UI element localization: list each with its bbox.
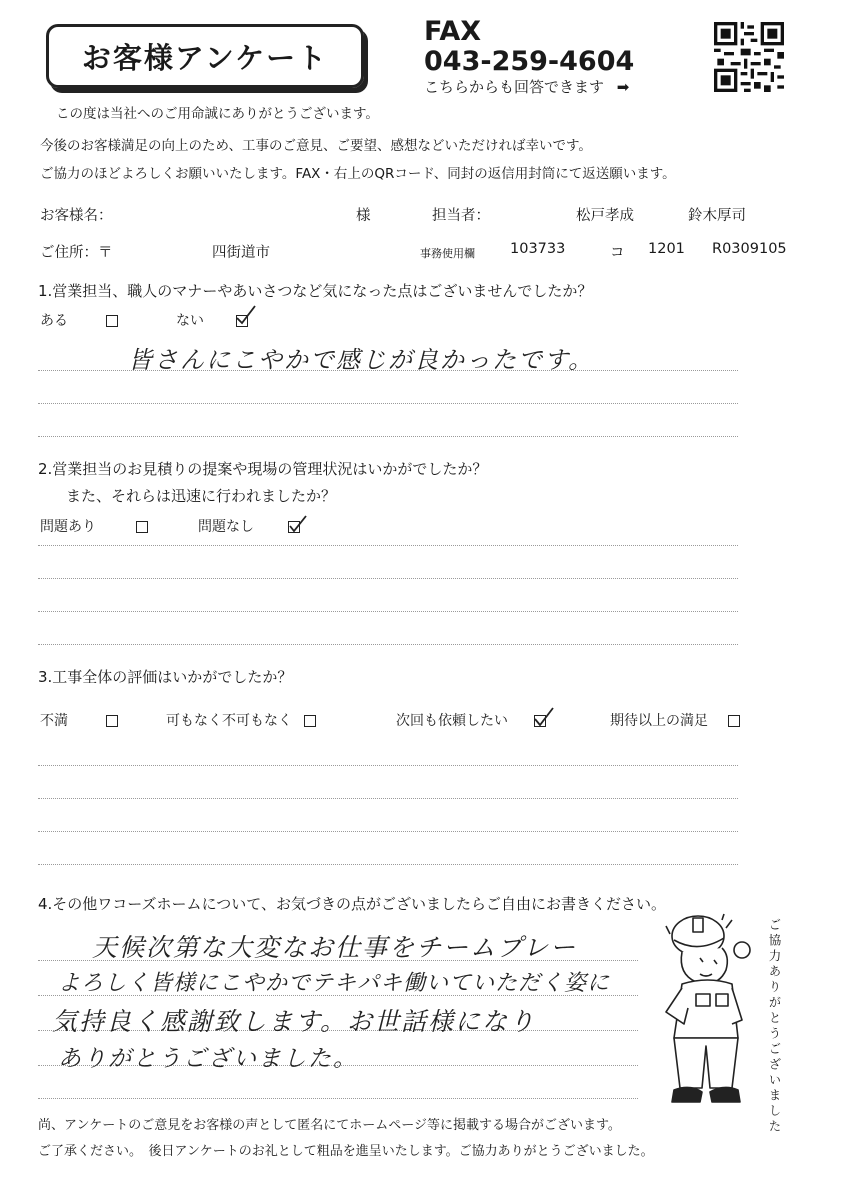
q4-answer-line-3: 気持良く感謝致します。お世話様になり [52, 1007, 537, 1036]
q3-option-4-checkbox[interactable] [728, 715, 740, 727]
q4-answer-line-1: 天候次第な大変なお仕事をチームプレー [92, 933, 578, 962]
q3-answer-line [38, 864, 738, 865]
q2-option-no-problem[interactable] [198, 516, 300, 536]
q1-answer: 皆さんにこやかで感じが良かったです。 [128, 346, 595, 374]
q1-yes-checkbox[interactable] [106, 315, 118, 327]
customer-name-label: お客様名： [40, 208, 113, 224]
address-value: 四街道市 [212, 245, 270, 261]
q3-answer-line [38, 765, 738, 766]
staff-name-1: 松戸孝成 [576, 208, 634, 224]
q1-answer-line [38, 436, 738, 437]
q4-answer-line [38, 1098, 638, 1099]
office-code-4: R0309105 [712, 241, 787, 257]
q3-answer-line [38, 798, 738, 799]
q4-answer-line-4: ありがとうございました。 [58, 1046, 358, 1072]
checkmark-icon [235, 304, 257, 326]
office-use-label: 事務使用欄 [420, 247, 475, 260]
q2-answer-line [38, 644, 738, 645]
q1-option-yes-label: ある [40, 313, 68, 329]
staff-name-2: 鈴木厚司 [688, 208, 746, 224]
q3-option-3-checkbox[interactable] [534, 715, 546, 727]
q2-option-no-problem-label: 問題なし [198, 519, 254, 535]
intro-line-2: 今後のお客様満足の向上のため、工事のご意見、ご要望、感想などいただければ幸いです。 [40, 138, 592, 154]
q1-answer-line [38, 403, 738, 404]
q2-problem-checkbox[interactable] [136, 521, 148, 533]
fax-label: FAX [424, 16, 482, 47]
q3-option-4-label: 期待以上の満足 [610, 713, 708, 729]
q1-no-checkbox[interactable] [236, 315, 248, 327]
q3-option-3-label: 次回も依頼したい [396, 713, 508, 729]
footer-line-1: 尚、アンケートのご意見をお客様の声として匿名にてホームページ等に掲載する場合がございます。 [38, 1118, 621, 1133]
arrow-right-icon: ➡ [616, 78, 630, 96]
q2-question-2: また、それらは迅速に行われましたか？ [66, 487, 337, 505]
q2-option-problem[interactable] [40, 516, 148, 536]
side-thanks-note: ご協力ありがとうございました [767, 918, 782, 1135]
sama-label: 様 [356, 208, 371, 224]
office-code-3: 1201 [648, 241, 685, 257]
q1-option-no[interactable] [176, 310, 248, 330]
q3-option-1-label: 不満 [40, 713, 68, 729]
q1-option-no-label: ない [176, 313, 204, 329]
fax-note [424, 76, 629, 97]
q2-answer-line [38, 578, 738, 579]
q1-question: 1.営業担当、職人のマナーやあいさつなど気になった点はございませんでしたか？ [38, 282, 593, 300]
q2-question-1: 2.営業担当のお見積りの提案や現場の管理状況はいかがでしたか？ [38, 460, 488, 478]
q1-option-yes[interactable] [40, 310, 118, 330]
q2-answer-line [38, 545, 738, 546]
footer-line-2: ご了承ください。 後日アンケートのお礼として粗品を進呈いたします。ご協力ありがとうございました。 [38, 1144, 654, 1159]
q4-answer-line-2: よろしく皆様にこやかでテキパキ働いていただく姿に [58, 971, 611, 996]
q2-option-problem-label: 問題あり [40, 519, 96, 535]
q3-option-2[interactable] [166, 710, 316, 730]
q1-answer-line [38, 370, 738, 371]
office-code-1: 103733 [510, 241, 566, 257]
q2-answer-line [38, 611, 738, 612]
address-label: ご住所：〒 [40, 245, 113, 261]
intro-line-3: ご協力のほどよろしくお願いいたします。FAX・右上のQRコード、同封の返信用封筒にて返送願います。 [40, 166, 676, 182]
worker-bowing-illustration [660, 912, 760, 1108]
q3-question: 3.工事全体の評価はいかがでしたか？ [38, 668, 293, 686]
q4-question: 4.その他ワコーズホームについて、お気づきの点がございましたらご自由にお書きください。 [38, 895, 666, 913]
fax-note-text: こちらからも回答できます [424, 78, 605, 96]
intro-line-1: この度は当社へのご用命誠にありがとうございます。 [56, 106, 379, 122]
q3-option-1-checkbox[interactable] [106, 715, 118, 727]
q3-answer-line [38, 831, 738, 832]
q3-option-2-label: 可もなく不可もなく [166, 713, 292, 729]
q3-option-1[interactable] [40, 710, 118, 730]
checkmark-icon [288, 514, 308, 534]
q3-option-2-checkbox[interactable] [304, 715, 316, 727]
office-code-2: コ [610, 245, 625, 261]
q3-option-4[interactable] [610, 710, 740, 730]
q2-no-problem-checkbox[interactable] [288, 521, 300, 533]
staff-label: 担当者： [432, 208, 490, 224]
checkmark-icon [533, 706, 555, 728]
q3-option-3[interactable] [396, 710, 546, 730]
qr-code-icon[interactable] [714, 22, 784, 92]
fax-number: 043-259-4604 [424, 46, 635, 77]
survey-title: お客様アンケート [46, 24, 364, 88]
